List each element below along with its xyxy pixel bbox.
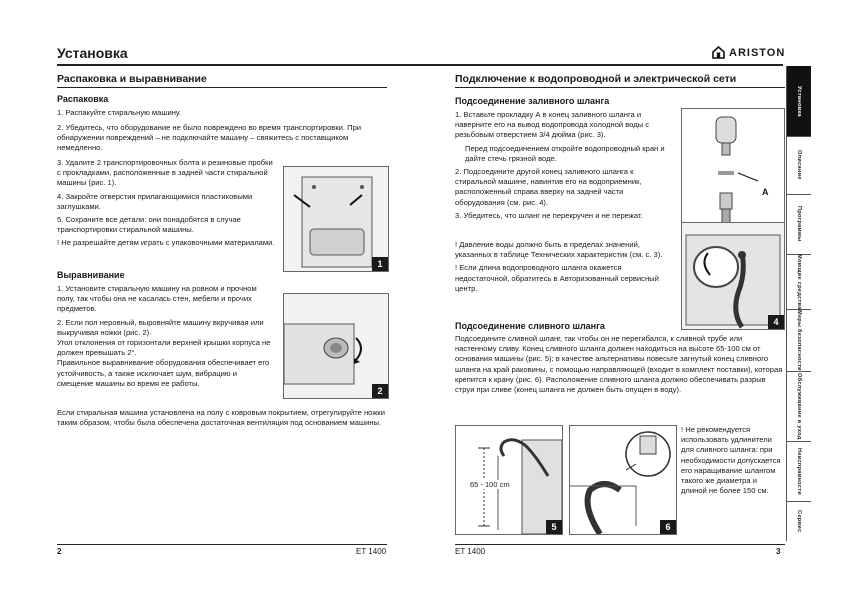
figure-6 [569,425,677,535]
tab-description[interactable] [787,136,811,195]
tab-label: Меры безопасности [796,309,802,371]
header-rule [57,64,783,66]
model-label: ET 1400 [356,547,387,556]
leveling-foot-illustration [284,294,388,398]
note-text: ! Давление воды должно быть в пределах значений, указанных в таблице Технических характеристик (см. с. 3). [455,240,663,260]
subheading-leveling: Выравнивание [57,270,125,280]
figure-number: 5 [546,520,562,534]
tab-troubleshooting[interactable] [787,441,811,502]
footer-rule [455,544,785,545]
tab-label: Сервис [796,509,802,533]
section-heading-connection: Подключение к водопроводной и электрической сети [455,73,737,85]
page-title: Установка [57,45,128,61]
unpacking-step: 3. Удалите 2 транспортировочных болта и резиновые пробки с прокладками, расположенные в задней части стиральной машины (рис. 1). [57,158,273,188]
unpacking-steps-narrow [57,158,275,252]
sink-hose-illustration [570,426,676,534]
unpacking-step: 1. Распакуйте стиральную машину. [57,108,182,117]
tab-label: Описание [796,150,802,180]
leveling-closing: Если стиральная машина установлена на полу с ковровым покрытием, отрегулируйте ножки таким образом, чтобы была обеспечена достаточная вентиляция под основанием машины. [57,408,385,428]
subheading-unpacking: Распаковка [57,94,109,104]
subheading-inlet-hose: Подсоединение заливного шланга [455,96,610,106]
unpacking-step-2 [57,123,387,157]
tab-maintenance[interactable] [787,371,811,442]
inlet-step: 2. Подсоедините другой конец заливного шланга к стиральной машине, навинтив его на водоприемник, расположенный справа вверху на задней части оборудования (см. рис. 4). [455,167,642,207]
tab-label: Моющие средства [796,253,802,310]
tab-installation[interactable] [787,66,811,137]
footer-rule [57,544,387,545]
section-tabs [786,66,811,541]
unpacking-steps [57,108,387,121]
ariston-house-icon [712,46,725,59]
tab-label: Обслуживание и уход [796,372,802,440]
figure-1 [283,166,389,272]
inlet-step: 1. Вставьте прокладку А в конец заливного шланга и наверните его на вывод водопровода холодной воды с резьбовым отверстием 3/4 дюйма (рис. 3). [455,110,650,140]
inlet-notes [455,240,673,297]
brand-logo [712,46,785,59]
leveling-step: 1. Установите стиральную машину на ровном и прочном полу, так чтобы она не касалась стен, мебели и прочих предметов. [57,284,257,314]
drain-text: Подсоедините сливной шланг, так чтобы он не перегибался, к сливной трубе или настенному сливу. Конец сливного шланга должен находиться на высоте 65-100 см от основания машины (рис. 5); в качестве альтернативы повесьте загнутый конец сливного шланга на край раковины, с помощью направляющей (входит в комплект поставки), которая крепится к крану (рис. 6). Расположение сливного шланга должно обеспечивать разрыв струи при сливе (конец шланга не должен быть опущен в воду). [455,334,783,395]
figure-5 [455,425,563,535]
gasket-label: A [762,187,769,197]
figure-number: 1 [372,257,388,271]
machine-inlet-illustration [682,223,784,329]
height-range-label: 65 - 100 cm [470,480,510,489]
model-label: ET 1400 [455,547,486,556]
page-number: 2 [57,547,62,556]
leveling-step: Угол отклонения от горизонтали верхней крышки корпуса не должен превышать 2°. [57,338,271,358]
section-rule [455,87,785,88]
inlet-steps [455,110,673,224]
washer-back-illustration [284,167,388,271]
section-rule [57,87,387,88]
unpacking-step: 5. Сохраните все детали: они понадобятся в случае транспортировки стиральной машины. [57,215,241,235]
subheading-drain-hose: Подсоединение сливного шланга [455,321,605,331]
leveling-step: Правильное выравнивание оборудования обеспечивает его устойчивость, а также исключает шум, вибрацию и смещение машины во время ее работы. [57,358,270,388]
note-text: ! Если длина водопроводного шланга окажется недостаточной, обратитесь в Авторизованный сервисный центр. [455,263,659,293]
inlet-step: Перед подсоединением откройте водопроводный кран и дайте стечь грязной воде. [465,143,665,163]
tab-service[interactable] [787,501,811,541]
unpacking-step: 2. Убедитесь, что оборудование не было повреждено во время транспортировки. При обнаружении повреждений – не подключайте машину – свяжитесь с поставщиком немедленно. [57,123,362,153]
drain-note: ! Не рекомендуется использовать удлинители для сливного шланга: при необходимости допускается его наращивание шлангом такого же диаметра и длиной не более 150 см. [681,425,781,496]
tab-label: Установка [796,85,802,117]
leveling-steps [57,284,275,389]
brand-name: ARISTON [729,46,786,59]
tab-label: Неисправности [796,447,802,495]
unpacking-step: 4. Закройте отверстия прилагающимися пластиковыми заглушками. [57,191,253,211]
tab-programs[interactable] [787,194,811,255]
tab-detergents[interactable] [787,254,811,310]
tab-safety[interactable] [787,309,811,372]
tab-label: Программы [796,206,802,242]
inlet-step: 3. Убедитесь, что шланг не перекручен и не пережат. [455,210,643,220]
figure-number: 4 [768,315,784,329]
section-heading-unpacking: Распаковка и выравнивание [57,73,207,85]
page-number: 3 [776,547,781,556]
figure-4 [681,222,785,330]
leveling-step: 2. Если пол неровный, выровняйте машину вкручивая или выкручивая ножки (рис. 2). [57,317,264,337]
figure-number: 2 [372,384,388,398]
figure-2 [283,293,389,399]
figure-number: 6 [660,520,676,534]
warning-text: ! Не разрешайте детям играть с упаковочными материалами. [57,238,275,248]
